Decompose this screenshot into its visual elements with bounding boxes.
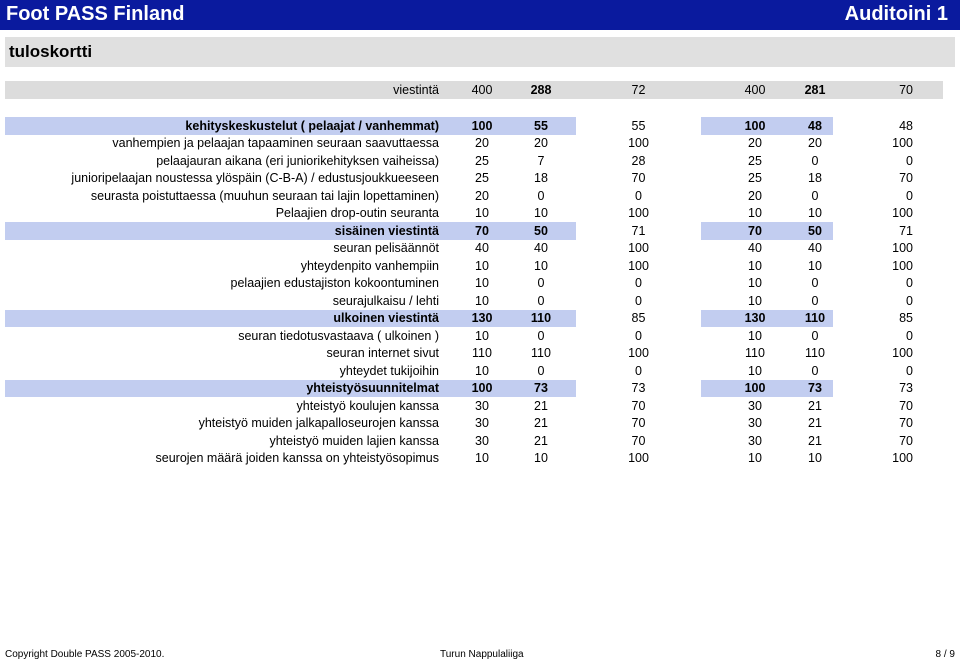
table-row xyxy=(5,397,943,415)
row-value: 0 xyxy=(537,276,545,291)
row-value: 100 xyxy=(892,451,913,466)
row-label: seuran tiedotusvastaava ( ulkoinen ) xyxy=(238,328,439,343)
row-value: 100 xyxy=(628,241,649,256)
row-value: 20 xyxy=(534,136,548,151)
row-label: vanhempien ja pelaajan tapaaminen seuraan saavuttaessa xyxy=(112,136,439,151)
row-value: 130 xyxy=(446,310,506,328)
row-value: 73 xyxy=(506,380,576,398)
row-value: 0 xyxy=(537,293,545,308)
section-title: tuloskortti xyxy=(5,37,955,67)
row-value: 100 xyxy=(628,346,649,361)
row-label: kehityskeskustelut ( pelaajat / vanhemmat) xyxy=(5,117,446,135)
row-value: 10 xyxy=(534,258,548,273)
row-value: 10 xyxy=(475,206,489,221)
row-value: 0 xyxy=(635,363,642,378)
row-value: 20 xyxy=(808,136,822,151)
table-row xyxy=(5,415,943,433)
row-value: 10 xyxy=(748,258,762,273)
row-value: 100 xyxy=(628,258,649,273)
row-value: 0 xyxy=(811,188,819,203)
row-value: 110 xyxy=(472,346,492,361)
row-value: 20 xyxy=(748,188,762,203)
summary-value: 288 xyxy=(506,81,576,99)
row-value: 100 xyxy=(628,206,649,221)
row-value: 20 xyxy=(475,188,489,203)
table-row xyxy=(5,275,943,293)
row-value: 130 xyxy=(701,310,797,328)
row-value: 70 xyxy=(899,433,913,448)
row-value: 0 xyxy=(635,188,642,203)
row-value: 10 xyxy=(748,206,762,221)
row-value: 0 xyxy=(811,276,819,291)
row-value: 100 xyxy=(892,206,913,221)
row-value: 25 xyxy=(475,153,489,168)
row-value: 70 xyxy=(631,398,646,413)
row-value: 0 xyxy=(811,328,819,343)
row-value: 10 xyxy=(808,258,822,273)
row-value: 0 xyxy=(635,293,642,308)
row-label: seuran internet sivut xyxy=(326,346,439,361)
row-value: 100 xyxy=(892,346,913,361)
table-row xyxy=(5,327,943,345)
row-value: 10 xyxy=(475,363,489,378)
row-value: 50 xyxy=(506,222,576,240)
summary-label: viestintä xyxy=(5,81,446,99)
row-label: seuran pelisäännöt xyxy=(333,241,439,256)
summary-value: 400 xyxy=(446,81,506,99)
row-value: 0 xyxy=(811,363,819,378)
row-value: 70 xyxy=(899,416,913,431)
row-value: 40 xyxy=(808,241,822,256)
row-value: 10 xyxy=(475,451,489,466)
row-value: 25 xyxy=(475,171,489,186)
row-label: yhteydet tukijoihin xyxy=(339,363,439,378)
row-value: 18 xyxy=(534,171,548,186)
row-value: 73 xyxy=(833,380,943,398)
table-row xyxy=(5,345,943,363)
row-value: 100 xyxy=(892,258,913,273)
row-value: 21 xyxy=(808,416,822,431)
row-value: 110 xyxy=(506,310,576,328)
row-value: 10 xyxy=(534,206,548,221)
group-row xyxy=(5,222,943,240)
row-value: 100 xyxy=(628,136,649,151)
row-value: 25 xyxy=(748,153,762,168)
row-value: 10 xyxy=(748,363,762,378)
row-value: 0 xyxy=(811,293,819,308)
row-value: 10 xyxy=(748,276,762,291)
row-value: 10 xyxy=(475,258,489,273)
row-value: 71 xyxy=(833,222,943,240)
row-value: 71 xyxy=(576,222,701,240)
row-value: 48 xyxy=(797,117,833,135)
summary-value: 72 xyxy=(576,81,701,99)
row-value: 30 xyxy=(748,398,762,413)
row-value: 20 xyxy=(475,136,489,151)
row-value: 110 xyxy=(745,346,765,361)
table-row xyxy=(5,432,943,450)
row-value: 0 xyxy=(635,328,642,343)
row-label: pelaajauran aikana (eri juniorikehityksen vaiheissa) xyxy=(156,153,439,168)
row-value: 30 xyxy=(475,416,489,431)
row-value: 85 xyxy=(833,310,943,328)
table-row xyxy=(5,240,943,258)
row-label: junioripelaajan noustessa ylöspäin (C-B-A) / edustusjoukkueeseen xyxy=(71,171,439,186)
row-value: 0 xyxy=(906,276,913,291)
row-label: ulkoinen viestintä xyxy=(5,310,446,328)
app-title: Foot PASS Finland xyxy=(6,3,185,25)
row-value: 100 xyxy=(446,380,506,398)
row-value: 7 xyxy=(537,153,545,168)
row-label: yhteistyö koulujen kanssa xyxy=(296,398,439,413)
table-row xyxy=(5,205,943,223)
row-value: 0 xyxy=(811,153,819,168)
row-value: 10 xyxy=(808,206,822,221)
club-name: Turun Nappulaliiga xyxy=(440,649,524,660)
row-value: 10 xyxy=(534,451,548,466)
row-value: 70 xyxy=(446,222,506,240)
row-value: 10 xyxy=(475,293,489,308)
copyright-text: Copyright Double PASS 2005-2010. xyxy=(5,649,165,660)
row-value: 0 xyxy=(906,363,913,378)
row-value: 40 xyxy=(475,241,489,256)
row-value: 0 xyxy=(906,153,913,168)
row-value: 10 xyxy=(475,328,489,343)
row-value: 10 xyxy=(748,451,762,466)
row-value: 85 xyxy=(576,310,701,328)
table-row xyxy=(5,362,943,380)
row-value: 0 xyxy=(537,188,545,203)
row-value: 28 xyxy=(631,153,646,168)
table-row xyxy=(5,292,943,310)
row-value: 0 xyxy=(906,188,913,203)
row-label: sisäinen viestintä xyxy=(5,222,446,240)
row-value: 48 xyxy=(833,117,943,135)
page-number: 8 / 9 xyxy=(935,649,955,660)
row-label: yhteistyö muiden jalkapalloseurojen kanssa xyxy=(198,416,439,431)
row-value: 110 xyxy=(531,346,551,361)
audit-title: Auditoini 1 xyxy=(844,3,948,25)
row-value: 100 xyxy=(628,451,649,466)
row-value: 70 xyxy=(899,398,913,413)
row-value: 30 xyxy=(748,433,762,448)
row-value: 10 xyxy=(475,276,489,291)
row-value: 40 xyxy=(534,241,548,256)
row-value: 70 xyxy=(899,171,913,186)
row-value: 0 xyxy=(906,293,913,308)
row-label: Pelaajien drop-outin seuranta xyxy=(275,206,439,221)
row-value: 0 xyxy=(537,328,545,343)
row-value: 73 xyxy=(797,380,833,398)
table-row xyxy=(5,187,943,205)
table-row xyxy=(5,170,943,188)
summary-value: 70 xyxy=(833,81,943,99)
row-value: 0 xyxy=(537,363,545,378)
row-value: 21 xyxy=(534,433,548,448)
summary-value: 281 xyxy=(797,81,833,99)
row-value: 30 xyxy=(475,433,489,448)
score-table xyxy=(5,117,943,467)
summary-row xyxy=(5,81,943,99)
row-value: 21 xyxy=(808,398,822,413)
row-value: 100 xyxy=(701,380,797,398)
top-banner xyxy=(0,0,960,30)
row-value: 100 xyxy=(892,136,913,151)
row-value: 55 xyxy=(506,117,576,135)
row-label: seurasta poistuttaessa (muuhun seuraan tai lajin lopettaminen) xyxy=(90,188,439,203)
row-value: 70 xyxy=(701,222,797,240)
row-value: 0 xyxy=(635,276,642,291)
row-value: 18 xyxy=(808,171,822,186)
summary-table xyxy=(5,81,943,99)
row-label: yhteydenpito vanhempiin xyxy=(300,258,439,273)
row-value: 50 xyxy=(797,222,833,240)
row-value: 30 xyxy=(748,416,762,431)
row-value: 21 xyxy=(808,433,822,448)
row-value: 70 xyxy=(631,433,646,448)
row-label: pelaajien edustajiston kokoontuminen xyxy=(230,276,439,291)
row-value: 100 xyxy=(446,117,506,135)
row-label: seurojen määrä joiden kanssa on yhteistyösopimus xyxy=(155,451,439,466)
table-row xyxy=(5,152,943,170)
row-value: 110 xyxy=(805,346,825,361)
row-value: 21 xyxy=(534,398,548,413)
row-value: 25 xyxy=(748,171,762,186)
row-label: yhteistyösuunnitelmat xyxy=(5,380,446,398)
group-row xyxy=(5,310,943,328)
row-value: 20 xyxy=(748,136,762,151)
table-row xyxy=(5,450,943,468)
group-row xyxy=(5,117,943,135)
row-value: 100 xyxy=(701,117,797,135)
row-value: 70 xyxy=(631,416,646,431)
row-value: 21 xyxy=(534,416,548,431)
row-value: 70 xyxy=(631,171,646,186)
row-value: 55 xyxy=(576,117,701,135)
row-value: 40 xyxy=(748,241,762,256)
table-row xyxy=(5,257,943,275)
row-value: 30 xyxy=(475,398,489,413)
row-value: 10 xyxy=(748,328,762,343)
row-label: seurajulkaisu / lehti xyxy=(332,293,439,308)
row-label: yhteistyö muiden lajien kanssa xyxy=(269,433,439,448)
summary-value: 400 xyxy=(701,81,797,99)
row-value: 0 xyxy=(906,328,913,343)
row-value: 100 xyxy=(892,241,913,256)
row-value: 110 xyxy=(797,310,833,328)
table-row xyxy=(5,135,943,153)
row-value: 10 xyxy=(808,451,822,466)
row-value: 10 xyxy=(748,293,762,308)
group-row xyxy=(5,380,943,398)
row-value: 73 xyxy=(576,380,701,398)
